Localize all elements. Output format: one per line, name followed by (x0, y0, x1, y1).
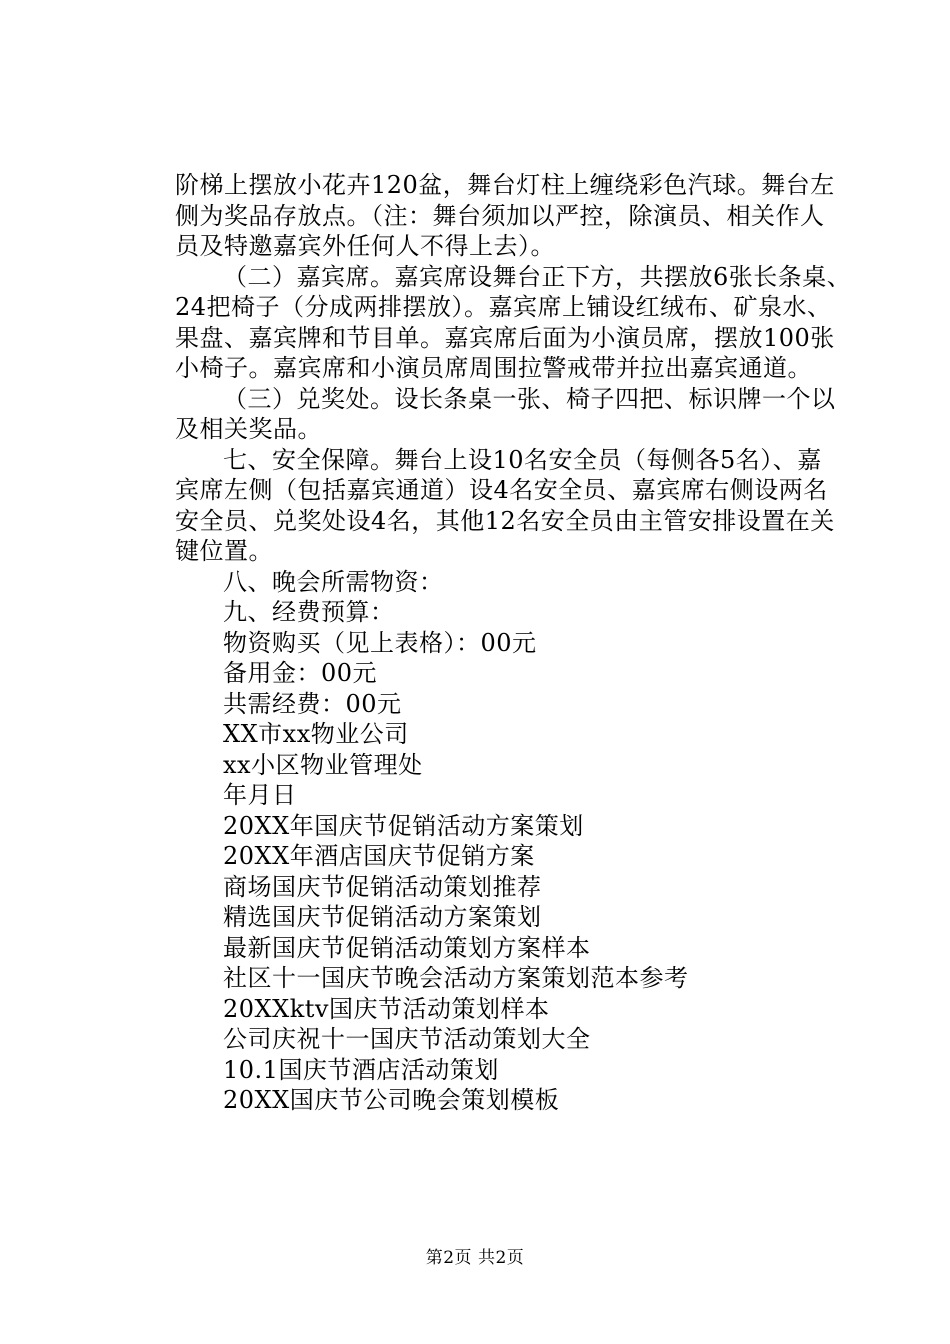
related-title: 社区十一国庆节晚会活动方案策划范本参考 (223, 964, 689, 992)
text-line: 24把椅子（分成两排摆放）。嘉宾席上铺设红绒布、矿泉水、 (175, 293, 832, 321)
paragraph-prize-desk (175, 384, 840, 415)
section-heading-budget: 九、经费预算： (223, 598, 395, 626)
text-line: （二）嘉宾席。嘉宾席设舞台正下方，共摆放6张长条桌、 (223, 262, 852, 291)
section-heading-supplies: 八、晚会所需物资： (223, 567, 444, 596)
text-line: 果盘、嘉宾牌和节目单。嘉宾席后面为小演员席，摆放100张 (175, 323, 835, 352)
related-title: 商场国庆节促销活动策划推荐 (223, 872, 542, 901)
text-line: 员及特邀嘉宾外任何人不得上去）。 (175, 232, 555, 260)
budget-item: 备用金：00元 (223, 659, 378, 687)
related-title: 精选国庆节促销活动方案策划 (223, 903, 542, 931)
related-title: 20XXktv国庆节活动策划样本 (223, 994, 550, 1023)
page-number-footer: 第2页 共2页 (425, 1248, 525, 1268)
paragraph-security-cont (175, 475, 840, 567)
budget-total: 共需经费：00元 (223, 689, 402, 718)
related-title: 20XX年国庆节促销活动方案策划 (223, 811, 584, 840)
budget-item: 物资购买（见上表格）：00元 (223, 628, 537, 657)
paragraph-security (175, 445, 840, 476)
signature-date: 年月日 (223, 781, 297, 809)
text-line: 侧为奖品存放点。（注：舞台须加以严控，除演员、相关作人 (175, 201, 825, 230)
paragraph-prize-desk-cont (175, 414, 840, 445)
text-line: 宾席左侧（包括嘉宾通道）设4名安全员、嘉宾席右侧设两名 (175, 476, 828, 504)
text-line: 及相关奖品。 (175, 415, 322, 443)
related-title: 20XX国庆节公司晚会策划模板 (223, 1086, 560, 1114)
related-title: 公司庆祝十一国庆节活动策划大全 (223, 1025, 591, 1053)
list-block (175, 567, 840, 1116)
paragraph-guest-seating (175, 262, 852, 293)
paragraph-stage-decoration (175, 170, 840, 262)
related-title: 20XX年酒店国庆节促销方案 (223, 842, 535, 870)
text-line: 键位置。 (175, 537, 273, 565)
text-line: 小椅子。嘉宾席和小演员席周围拉警戒带并拉出嘉宾通道。 (175, 354, 812, 382)
document-body (175, 170, 852, 1116)
related-title: 最新国庆节促销活动策划方案样本 (223, 933, 591, 962)
signature-company: XX市xx物业公司 (223, 720, 409, 748)
signature-office: xx小区物业管理处 (223, 750, 423, 779)
related-title: 10.1国庆节酒店活动策划 (223, 1055, 499, 1084)
text-line: 阶梯上摆放小花卉120盆，舞台灯柱上缠绕彩色汽球。舞台左 (175, 171, 835, 199)
paragraph-guest-seating-cont (175, 292, 840, 384)
text-line: 安全员、兑奖处设4名，其他12名安全员由主管安排设置在关 (175, 506, 835, 535)
text-line: （三）兑奖处。设长条桌一张、椅子四把、标识牌一个以 (223, 384, 836, 413)
text-line: 七、安全保障。舞台上设10名安全员（每侧各5名）、嘉 (223, 445, 822, 474)
